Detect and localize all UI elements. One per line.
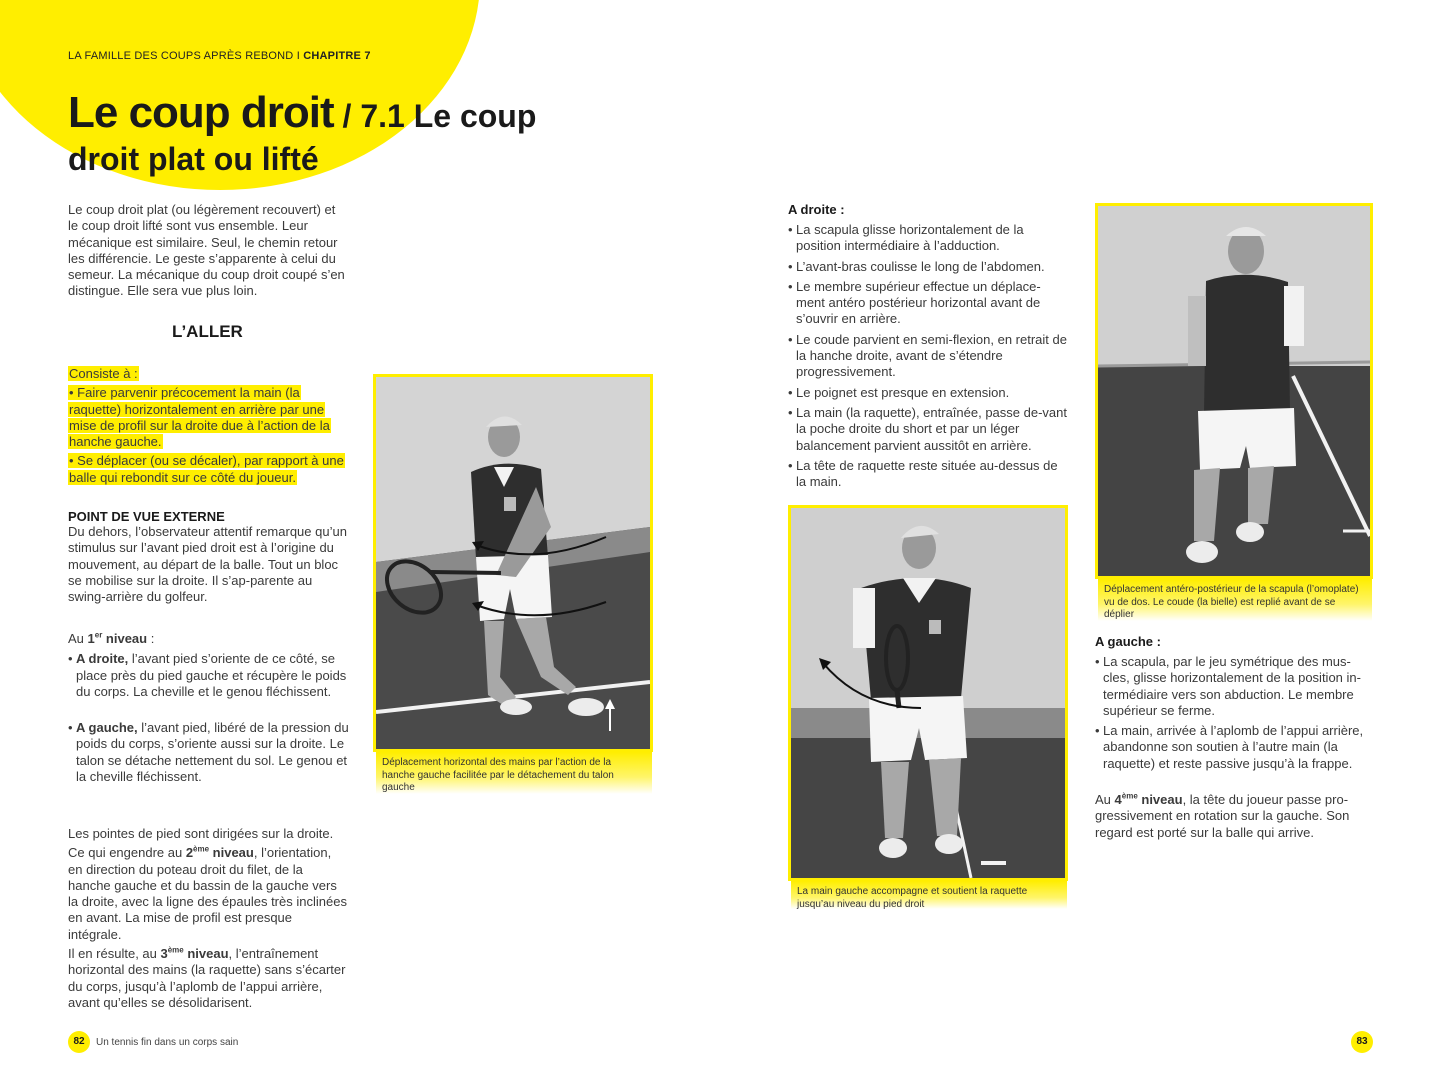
page-title (68, 86, 628, 179)
photo2-caption: La main gauche accompagne et soutient la raquette jusqu’au niveau du pied droit (791, 881, 1067, 909)
page-number-right: 83 (1351, 1031, 1373, 1053)
photo-forehand-racket-support (788, 505, 1068, 881)
tennis-player-photo-2 (791, 508, 1065, 878)
agauche-item: • La main, arrivée à l’aplomb de l’appui arrière, abandonne son soutien à l’autre main (la raquette) et reste passive jusqu’à la frappe. (1095, 723, 1375, 772)
title-sub2: droit plat ou lifté (68, 140, 319, 177)
consiste-item-2: • Se déplacer (ou se décaler), par rapport à une balle qui rebondit sur ce côté du joueur. (69, 453, 344, 485)
adroite-item: • La scapula glisse horizontalement de la position intermédiaire à l’adduction. (788, 222, 1068, 255)
page-number-left: 82 (68, 1031, 90, 1053)
pve-text: Du dehors, l’observateur attentif remarque qu’un stimulus sur l’avant pied droit est à l’origine du mouvement, au départ de la balle. Tout un bloc se mobilise sur la droite. Il s’ap-parente au swing-arrière du golfeur. (68, 524, 347, 605)
photo1-caption: Déplacement horizontal des mains par l’action de la hanche gauche facilitée par le détachement du talon gauche (376, 752, 652, 794)
header-section: LA FAMILLE DES COUPS APRÈS REBOND I (68, 50, 304, 62)
agauche-block (1095, 634, 1375, 776)
consiste-block (68, 366, 346, 486)
pointes-text: Les pointes de pied sont dirigées sur la droite. (68, 826, 334, 841)
agauche-item: • La scapula, par le jeu symétrique des mus-cles, glisse horizontalement de la position in-termédiaire vers son abduction. Le membre supérieur se ferme. (1095, 654, 1375, 719)
title-sub1: / 7.1 Le coup (333, 98, 537, 134)
aller-heading: L’ALLER (172, 322, 243, 341)
adroite-item: • La main (la raquette), entraînée, passe de-vant la poche droite du short et par un léger balancement parvient aussitôt en arrière. (788, 405, 1068, 454)
adroite-item: • Le membre supérieur effectue un déplace-ment antéro postérieur horizontal avant de s’ouvrir en arrière. (788, 279, 1068, 328)
consiste-item-1: • Faire parvenir précocement la main (la raquette) horizontalement en arrière par une mise de profil sur la droite due à l’action de la hanche gauche. (69, 385, 330, 450)
adroite-block (788, 202, 1068, 494)
tennis-player-photo-3 (1098, 206, 1370, 576)
niveau23-block (68, 826, 348, 1011)
adroite-item: • L’avant-bras coulisse le long de l’abdomen. (788, 259, 1068, 275)
niveau1-heading: Au 1er niveau : (68, 630, 155, 646)
consiste-label: Consiste à : (69, 366, 138, 381)
niveau1-gauche: • A gauche, l’avant pied, libéré de la pression du poids du corps, s’oriente aussi sur la droite. Le talon se détache nettement du sol. Le genou et la cheville fléchissent. (68, 720, 350, 785)
adroite-item: • Le coude parvient en semi-flexion, en retrait de la hanche droite, avant de s’étendre progressivement. (788, 332, 1068, 381)
niveau4-text: Au 4ème niveau, la tête du joueur passe pro-gressivement en rotation sur la gauche. Son regard est porté sur la balle qui arrive. (1095, 791, 1350, 840)
niveau1-droite: • A droite, l’avant pied s’oriente de ce côté, se place près du pied gauche et récupère le poids du corps. La cheville et le genou fléchissent. (68, 651, 350, 700)
adroite-heading: A droite : (788, 202, 845, 217)
photo-scapula-back-view (1095, 203, 1373, 579)
pve-heading: POINT DE VUE EXTERNE (68, 509, 225, 524)
photo3-caption: Déplacement antéro-postérieur de la scapula (l’omoplate) vu de dos. Le coude (la bielle) est replié avant de se déplier (1098, 579, 1372, 621)
pve-block (68, 509, 350, 605)
niveau3-text: Il en résulte, au 3ème niveau, l’entraînement horizontal des mains (la raquette) sans s’écarter du corps, jusqu’à l’aplomb de l’appui arrière, avant qu’elles se désolidarisent. (68, 945, 346, 1010)
photo-forehand-front (373, 374, 653, 752)
adroite-item: • Le poignet est presque en extension. (788, 385, 1068, 401)
niveau1-block (68, 631, 350, 789)
niveau2-text: Ce qui engendre au 2ème niveau, l’orientation, en direction du poteau droit du filet, de la hanche gauche et du bassin de la gauche vers la droite, avec la ligne des épaules très inclinées en avant. La mise de profil est presque intégrale. (68, 844, 347, 942)
agauche-heading: A gauche : (1095, 634, 1161, 649)
header-chapter: CHAPITRE 7 (303, 50, 371, 62)
footer-book-title: Un tennis fin dans un corps sain (96, 1037, 239, 1048)
tennis-player-photo-1 (376, 377, 650, 749)
adroite-item: • La tête de raquette reste située au-dessus de la main. (788, 458, 1068, 491)
intro-paragraph: Le coup droit plat (ou légèrement recouvert) et le coup droit lifté sont vus ensemble. Leur mécanique est similaire. Seul, le chemin retour les différencie. Le geste s’apparente à celui du semeur. La mécanique du coup droit coupé s’en distingue. Elle sera vue plus loin. (68, 202, 345, 299)
running-header (68, 50, 371, 62)
title-main: Le coup droit (68, 88, 334, 137)
